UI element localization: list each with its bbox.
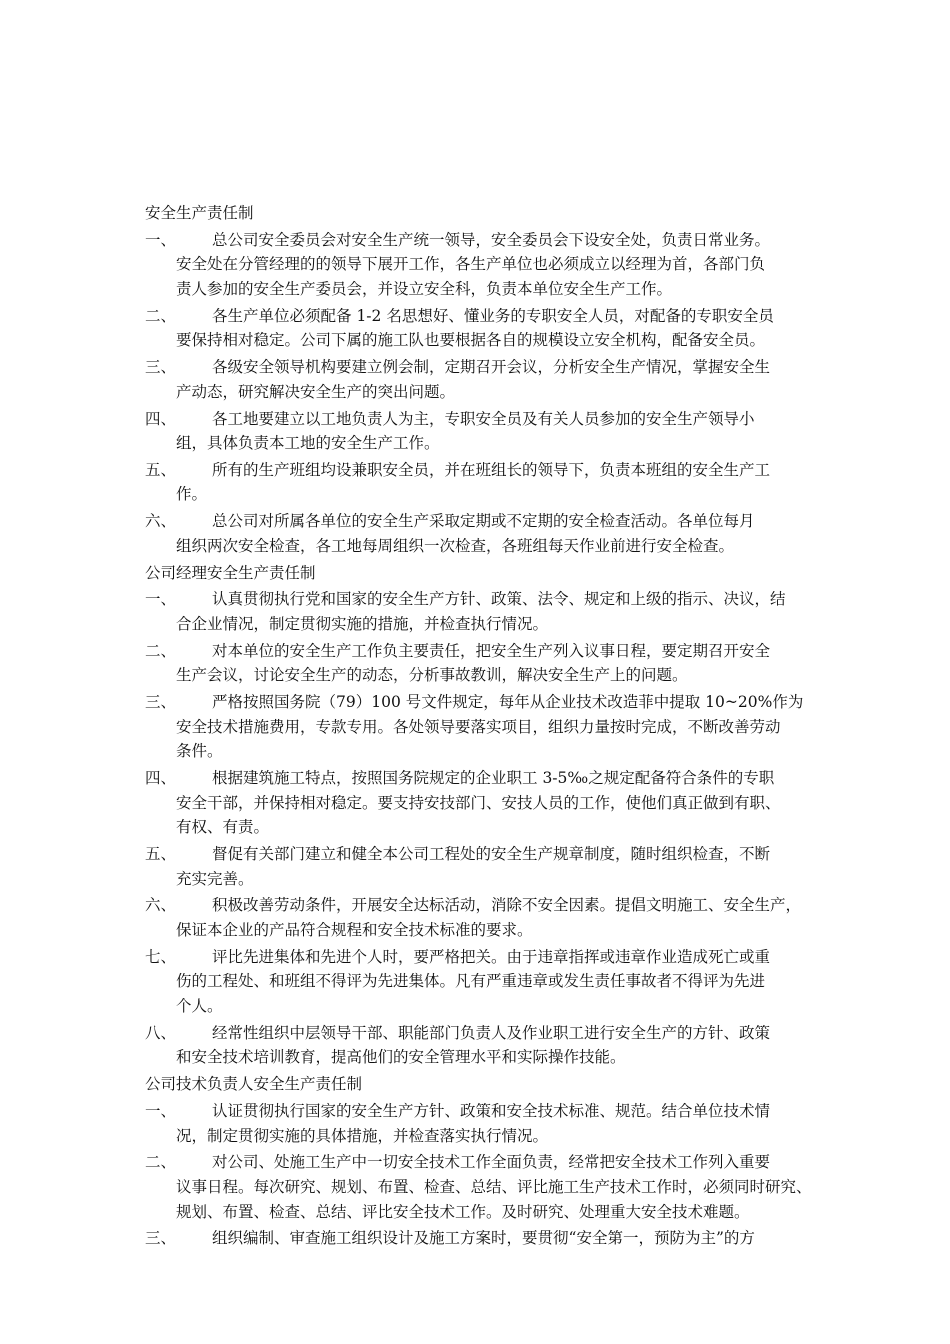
text-line: 评比先进集体和先进个人时，要严格把关。由于违章指挥或违章作业造成死亡或重: [212, 947, 771, 966]
text-line: 所有的生产班组均设兼职安全员，并在班组长的领导下，负责本班组的安全生产工: [212, 460, 771, 479]
item-number: 六、: [145, 512, 177, 531]
list-item: [145, 842, 813, 891]
text-line: 责人参加的安全生产委员会，并设立安全科，负责本单位安全生产工作。: [176, 279, 673, 298]
text-line: 和安全技术培训教育，提高他们的安全管理水平和实际操作技能。: [176, 1048, 626, 1067]
text-line: 保证本企业的产品符合规程和安全技术标准的要求。: [176, 921, 533, 940]
list-item: [145, 766, 813, 840]
text-line: 对本单位的安全生产工作负主要责任，把安全生产列入议事日程，要定期召开安全: [212, 641, 771, 660]
item-number: 三、: [145, 693, 177, 712]
item-number: 三、: [145, 358, 177, 377]
text-line: 产动态，研究解决安全生产的突出问题。: [176, 382, 456, 401]
item-number: 七、: [145, 947, 177, 966]
text-line: 督促有关部门建立和健全本公司工程处的安全生产规章制度，随时组织检查，不断: [212, 845, 771, 864]
item-text: [176, 509, 813, 558]
list-item: [145, 304, 813, 353]
list-item: [145, 458, 813, 507]
item-text: [176, 587, 813, 636]
list-item: [145, 1099, 813, 1148]
text-line: 合企业情况，制定贯彻实施的措施，并检查执行情况。: [176, 615, 549, 633]
item-text: [176, 458, 813, 507]
item-number: 三、: [145, 1229, 177, 1248]
item-text: [176, 228, 813, 302]
item-number: 一、: [145, 230, 177, 249]
item-number: 八、: [145, 1023, 177, 1042]
item-number: 二、: [145, 306, 177, 325]
text-line: 议事日程。每次研究、规划、布置、检查、总结、评比施工生产技术工作时，必须同时研究、: [176, 1177, 812, 1196]
item-number: 四、: [145, 409, 177, 428]
item-text: [176, 355, 813, 404]
item-text: [176, 945, 813, 1019]
text-line: 各工地要建立以工地负责人为主，专职安全员及有关人员参加的安全生产领导小: [212, 409, 755, 428]
text-line: 组，具体负责本工地的安全生产工作。: [176, 434, 440, 453]
item-number: 二、: [145, 1153, 177, 1172]
text-line: 对公司、处施工生产中一切安全技术工作全面负责，经常把安全技术工作列入重要: [212, 1153, 771, 1172]
item-number: 四、: [145, 769, 177, 788]
text-line: 充实完善。: [176, 869, 254, 888]
item-text: [176, 1099, 813, 1148]
text-line: 认真贯彻执行党和国家的安全生产方针、政策、法令、规定和上级的指示、决议，结: [212, 590, 786, 609]
list-item: [145, 407, 813, 456]
list-item: [145, 945, 813, 1019]
text-line: 要保持相对稳定。公司下属的施工队也要根据各自的规模设立安全机构，配备安全员。: [176, 331, 766, 350]
text-line: 严格按照国务院（79）100 号文件规定，每年从企业技术改造菲中提取 10~20%作为: [212, 693, 804, 712]
document-body: [145, 201, 813, 1253]
text-line: 组织两次安全检查，各工地每周组织一次检查，各班组每天作业前进行安全检查。: [176, 536, 735, 555]
item-text: [176, 1150, 813, 1224]
text-line: 生产会议，讨论安全生产的动态，分析事故教训，解决安全生产上的问题。: [176, 666, 688, 685]
item-text: [176, 893, 813, 942]
item-number: 一、: [145, 590, 177, 609]
text-line: 各生产单位必须配备 1-2 名思想好、懂业务的专职安全人员，对配备的专职安全员: [212, 306, 774, 325]
list-item: [145, 1021, 813, 1070]
text-line: 经常性组织中层领导干部、职能部门负责人及作业职工进行安全生产的方针、政策: [212, 1023, 771, 1042]
text-line: 组织编制、审查施工组织设计及施工方案时，要贯彻“安全第一，预防为主”的方: [212, 1229, 755, 1248]
item-number: 二、: [145, 641, 177, 660]
item-text: [176, 639, 813, 688]
item-number: 六、: [145, 896, 177, 915]
list-item: [145, 355, 813, 404]
list-item: [145, 1226, 813, 1251]
text-line: 积极改善劳动条件，开展安全达标活动，消除不安全因素。提倡文明施工、安全生产，: [212, 896, 802, 915]
section-heading: 公司技术负责人安全生产责任制: [145, 1075, 363, 1094]
text-line: 总公司安全委员会对安全生产统一领导，安全委员会下设安全处，负责日常业务。: [212, 230, 771, 249]
item-number: 一、: [145, 1101, 177, 1120]
item-text: [176, 304, 813, 353]
item-text: [176, 1226, 813, 1251]
item-text: [176, 842, 813, 891]
item-text: [176, 407, 813, 456]
text-line: 各级安全领导机构要建立例会制，定期召开会议，分析安全生产情况，掌握安全生: [212, 358, 771, 377]
text-line: 安全处在分管经理的的领导下展开工作，各生产单位也必须成立以经理为首，各部门负: [176, 255, 766, 274]
section-heading: 公司经理安全生产责任制: [145, 563, 316, 582]
list-item: [145, 509, 813, 558]
text-line: 总公司对所属各单位的安全生产采取定期或不定期的安全检查活动。各单位每月: [212, 512, 755, 531]
list-item: [145, 228, 813, 302]
item-number: 五、: [145, 845, 177, 864]
text-line: 伤的工程处、和班组不得评为先进集体。凡有严重违章或发生责任事故者不得评为先进: [176, 972, 766, 991]
text-line: 条件。: [176, 742, 223, 761]
item-number: 五、: [145, 460, 177, 479]
list-item: [145, 690, 813, 764]
text-line: 安全技术措施费用，专款专用。各处领导要落实项目，组织力量按时完成，不断改善劳动: [176, 717, 781, 736]
list-item: [145, 639, 813, 688]
text-line: 个人。: [176, 997, 223, 1016]
section-heading: 安全生产责任制: [145, 204, 254, 222]
text-line: 认证贯彻执行国家的安全生产方针、政策和安全技术标准、规范。结合单位技术情: [212, 1101, 771, 1120]
text-line: 有权、有责。: [176, 818, 270, 837]
list-item: [145, 1150, 813, 1224]
item-text: [176, 766, 813, 840]
text-line: 根据建筑施工特点，按照国务院规定的企业职工 3-5‰之规定配备符合条件的专职: [212, 769, 775, 788]
text-line: 作。: [176, 485, 208, 504]
text-line: 安全干部，并保持相对稳定。要支持安技部门、安技人员的工作，使他们真正做到有职、: [176, 793, 781, 812]
item-text: [176, 690, 813, 764]
item-text: [176, 1021, 813, 1070]
list-item: [145, 893, 813, 942]
text-line: 规划、布置、检查、总结、评比安全技术工作。及时研究、处理重大安全技术难题。: [176, 1202, 750, 1221]
list-item: [145, 587, 813, 636]
text-line: 况，制定贯彻实施的具体措施，并检查落实执行情况。: [176, 1126, 549, 1145]
